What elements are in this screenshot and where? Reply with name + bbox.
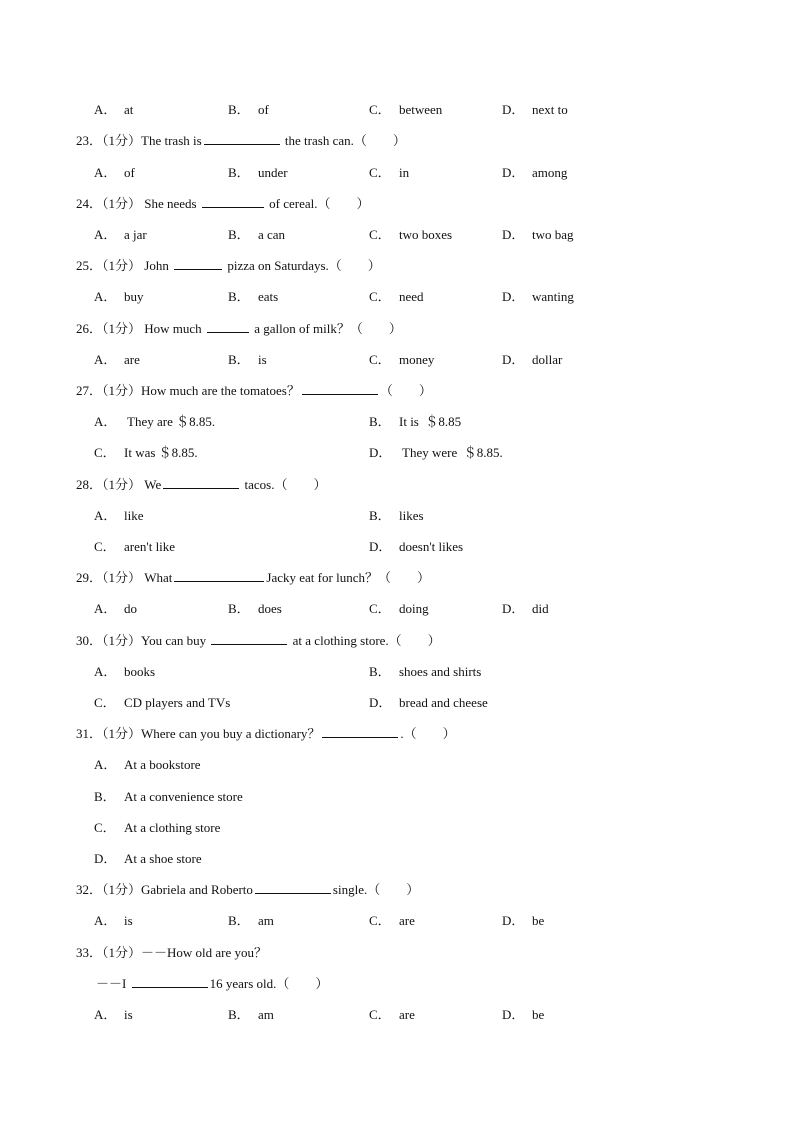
option-c: C． money bbox=[369, 352, 435, 367]
option-a: A． of bbox=[94, 165, 135, 180]
option-d: D． dollar bbox=[502, 352, 563, 367]
option-a: A． At a bookstore bbox=[94, 757, 201, 772]
answer-blank bbox=[132, 974, 208, 988]
question-24: 24．（1分） She needs of cereal.（ ） bbox=[76, 196, 370, 211]
option-b: B． shoes and shirts bbox=[369, 664, 482, 679]
option-a: A． buy bbox=[94, 289, 144, 304]
answer-blank bbox=[204, 131, 280, 145]
question-31: 31．（1分）Where can you buy a dictionary？ .（ ） bbox=[76, 726, 456, 741]
option-a: A． a jar bbox=[94, 227, 147, 242]
option-d: D． two bag bbox=[502, 227, 574, 242]
answer-blank bbox=[163, 475, 239, 489]
answer-blank bbox=[211, 631, 287, 645]
option-d: D． wanting bbox=[502, 289, 574, 304]
answer-blank bbox=[202, 194, 264, 208]
question-33-reply: －－I 16 years old.（ ） bbox=[96, 976, 329, 991]
option-d: D． doesn't likes bbox=[369, 539, 464, 554]
option-d: D． among bbox=[502, 165, 568, 180]
question-28: 28．（1分） We tacos.（ ） bbox=[76, 477, 327, 492]
answer-blank bbox=[174, 256, 222, 270]
answer-blank bbox=[255, 880, 331, 894]
question-30: 30．（1分）You can buy at a clothing store.（ ） bbox=[76, 633, 441, 648]
option-a: A． is bbox=[94, 913, 133, 928]
option-c: C． It was ＄8.85. bbox=[94, 445, 198, 460]
option-b: B． likes bbox=[369, 508, 424, 523]
option-c: C． aren't like bbox=[94, 539, 176, 554]
option-d: D． be bbox=[502, 913, 545, 928]
option-d: D． next to bbox=[502, 102, 568, 117]
option-b: B． am bbox=[228, 1007, 274, 1022]
option-c: C． At a clothing store bbox=[94, 820, 221, 835]
question-25: 25．（1分） John pizza on Saturdays.（ ） bbox=[76, 258, 381, 273]
option-b: B． under bbox=[228, 165, 288, 180]
question-33: 33．（1分）－－How old are you？ bbox=[76, 945, 268, 960]
question-27: 27．（1分）How much are the tomatoes？ （ ） bbox=[76, 383, 432, 398]
question-32: 32．（1分）Gabriela and Roberto single.（ ） bbox=[76, 882, 420, 897]
answer-blank bbox=[322, 724, 398, 738]
option-b: B． It is ＄8.85 bbox=[369, 414, 462, 429]
answer-blank bbox=[207, 319, 249, 333]
option-a: A． They are ＄8.85. bbox=[94, 414, 216, 429]
option-b: B． At a convenience store bbox=[94, 789, 243, 804]
option-b: B． does bbox=[228, 601, 282, 616]
option-c: C． doing bbox=[369, 601, 429, 616]
option-b: B． of bbox=[228, 102, 269, 117]
option-d: D． be bbox=[502, 1007, 545, 1022]
option-b: B． eats bbox=[228, 289, 279, 304]
option-a: A． like bbox=[94, 508, 144, 523]
option-c: C． two boxes bbox=[369, 227, 453, 242]
option-d: D． did bbox=[502, 601, 549, 616]
option-c: C． CD players and TVs bbox=[94, 695, 231, 710]
option-d: D． bread and cheese bbox=[369, 695, 488, 710]
option-a: A． do bbox=[94, 601, 137, 616]
option-d: D． They were ＄8.85. bbox=[369, 445, 503, 460]
option-c: C． are bbox=[369, 913, 415, 928]
question-29: 29．（1分） What Jacky eat for lunch？（ ） bbox=[76, 570, 430, 585]
option-b: B． a can bbox=[228, 227, 286, 242]
option-c: C． in bbox=[369, 165, 410, 180]
option-c: C． need bbox=[369, 289, 424, 304]
option-c: C． are bbox=[369, 1007, 415, 1022]
option-d: D． At a shoe store bbox=[94, 851, 202, 866]
option-a: A． is bbox=[94, 1007, 133, 1022]
answer-blank bbox=[174, 568, 264, 582]
option-b: B． am bbox=[228, 913, 274, 928]
option-a: A． books bbox=[94, 664, 156, 679]
answer-blank bbox=[302, 381, 378, 395]
question-23: 23．（1分）The trash is the trash can.（ ） bbox=[76, 133, 406, 148]
option-a: A． are bbox=[94, 352, 140, 367]
option-c: C． between bbox=[369, 102, 443, 117]
question-26: 26．（1分） How much a gallon of milk？（ ） bbox=[76, 321, 402, 336]
option-a: A． at bbox=[94, 102, 134, 117]
option-b: B． is bbox=[228, 352, 267, 367]
